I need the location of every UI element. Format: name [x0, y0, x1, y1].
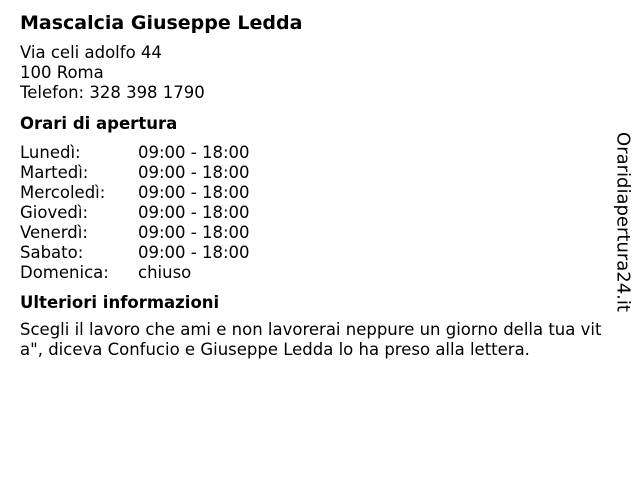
day-label: Domenica:: [20, 263, 109, 282]
day-hours: 09:00 - 18:00: [138, 183, 250, 202]
day-label: Venerdì:: [20, 223, 88, 242]
city-address: 100 Roma: [20, 63, 104, 82]
opening-hours-table: [20, 143, 610, 283]
day-label: Sabato:: [20, 243, 84, 262]
business-card: [20, 10, 610, 360]
hours-row-wednesday: [20, 183, 610, 203]
day-label: Martedì:: [20, 163, 89, 182]
phone-number: Telefon: 328 398 1790: [20, 83, 205, 102]
day-hours: 09:00 - 18:00: [138, 203, 250, 222]
day-label: Lunedì:: [20, 143, 81, 162]
day-hours: 09:00 - 18:00: [138, 163, 250, 182]
street-address: Via celi adolfo 44: [20, 43, 162, 62]
day-hours: 09:00 - 18:00: [138, 143, 250, 162]
day-label: Mercoledì:: [20, 183, 106, 202]
more-info-heading: Ulteriori informazioni: [20, 293, 220, 312]
more-info-text: Scegli il lavoro che ami e non lavorerai neppure un giorno della tua vita", diceva Confucio e Giuseppe Ledda lo ha preso alla lettera.: [20, 320, 602, 359]
opening-hours-heading: Orari di apertura: [20, 114, 178, 133]
hours-row-tuesday: [20, 163, 610, 183]
brand-watermark: Oraridiapertura24.it: [612, 132, 634, 312]
hours-row-sunday: [20, 263, 610, 283]
day-hours: 09:00 - 18:00: [138, 243, 250, 262]
day-label: Giovedì:: [20, 203, 88, 222]
hours-row-saturday: [20, 243, 610, 263]
day-hours: 09:00 - 18:00: [138, 223, 250, 242]
day-hours: chiuso: [138, 263, 192, 282]
address-block: [20, 43, 610, 103]
hours-row-monday: [20, 143, 610, 163]
hours-row-friday: [20, 223, 610, 243]
business-name: Mascalcia Giuseppe Ledda: [20, 12, 303, 34]
hours-row-thursday: [20, 203, 610, 223]
